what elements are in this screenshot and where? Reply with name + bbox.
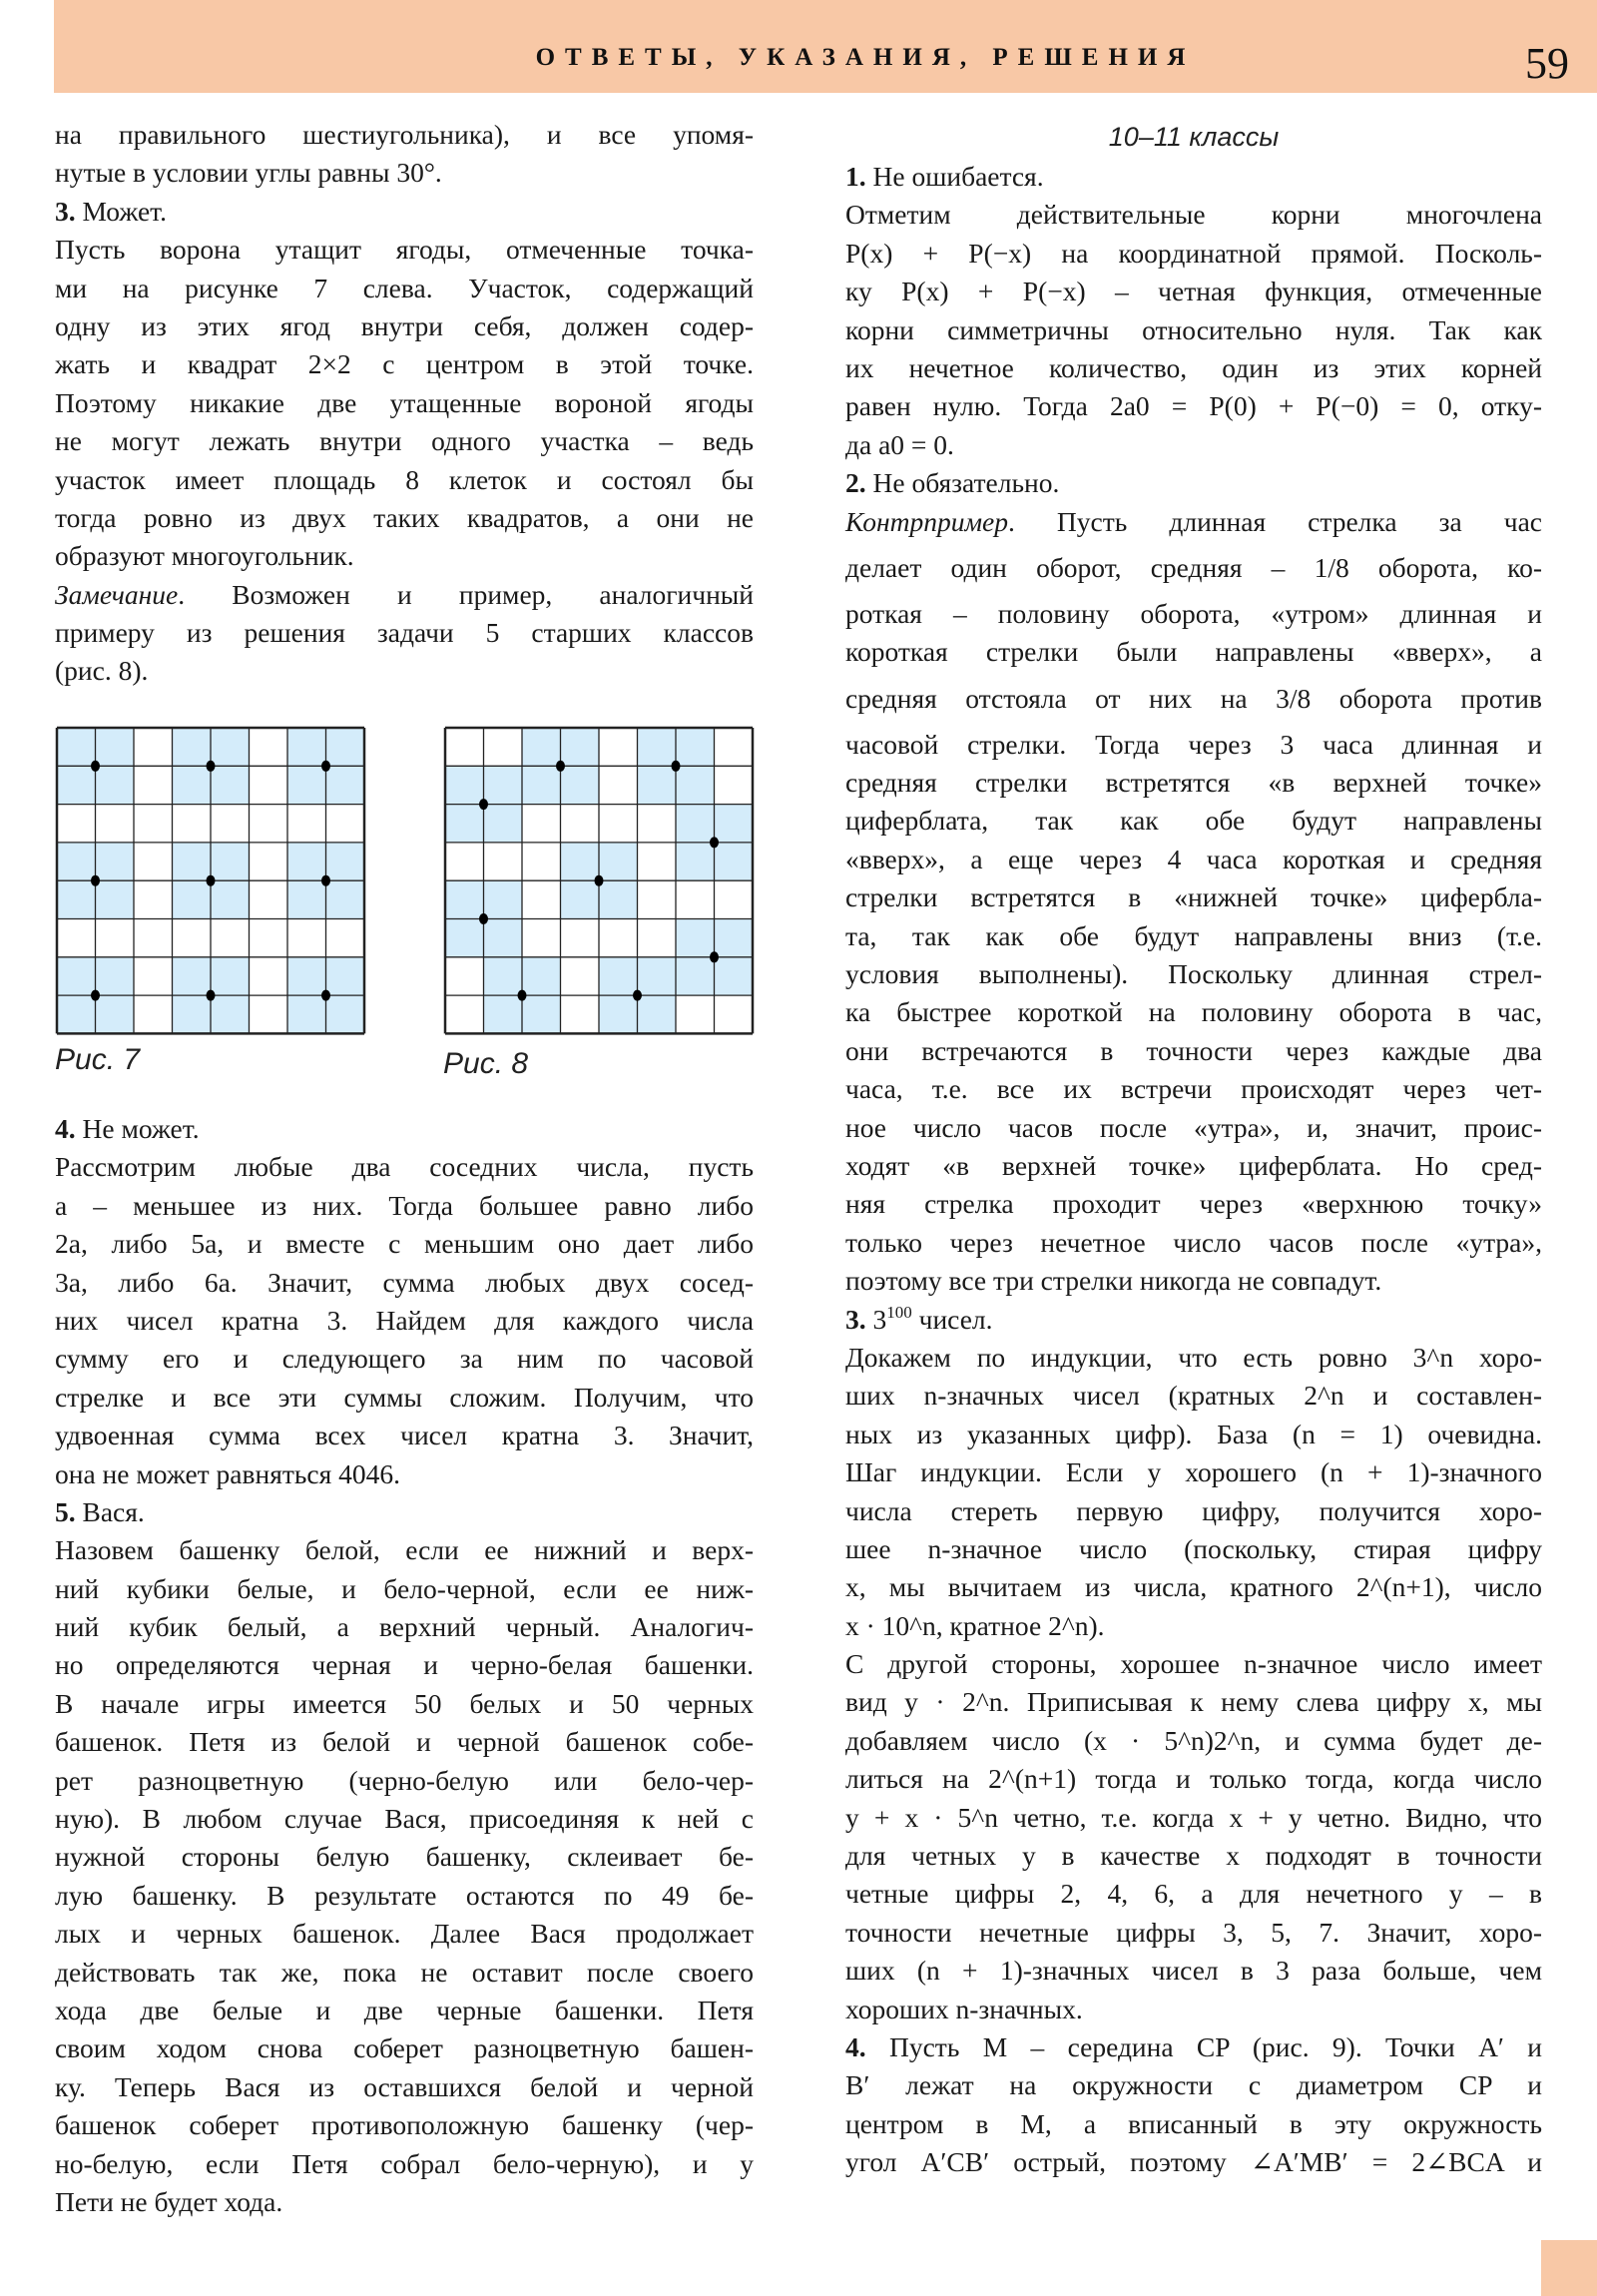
text-line: a – меньшее из них. Тогда большее равно либо bbox=[55, 1189, 754, 1221]
text-line: ми на рисунке 7 слева. Участок, содержащий bbox=[55, 272, 754, 303]
problem-number: 4. bbox=[55, 1113, 76, 1144]
berry-dot-icon bbox=[91, 990, 100, 1001]
text-line: делает один оборот, средняя – 1/8 оборота, ко- bbox=[845, 551, 1542, 583]
text-line: для четных y в качестве x подходят в точности bbox=[845, 1840, 1542, 1872]
text-line: четные цифры 2, 4, 6, а для нечетного y – в bbox=[845, 1878, 1542, 1910]
page-number: 59 bbox=[1525, 39, 1569, 88]
problem-number: 3. bbox=[845, 1303, 866, 1335]
text-line: ний кубик белый, а верхний черный. Аналогич- bbox=[55, 1611, 754, 1643]
text-line: ходят «в верхней точке» циферблата. Но сред- bbox=[845, 1149, 1542, 1181]
berry-dot-icon bbox=[710, 837, 719, 848]
page-corner-tab bbox=[1541, 2240, 1597, 2296]
right-column bbox=[845, 116, 1542, 2182]
problem-1-heading bbox=[845, 158, 1542, 196]
answer-exponent: 100 bbox=[886, 1302, 912, 1322]
berry-dot-icon bbox=[595, 875, 604, 886]
problem-number: 3. bbox=[55, 195, 76, 227]
text-line: она не может равняться 4046. bbox=[55, 1457, 401, 1489]
text-line: x, мы вычитаем из числа, кратного 2^(n+1), число bbox=[845, 1571, 1542, 1603]
text-line: шее n-значное число (поскольку, стирая цифру bbox=[845, 1532, 1542, 1564]
remark-line: Замечание. Возможен и пример, аналогичный bbox=[55, 578, 754, 610]
problem-answer: Вася. bbox=[82, 1495, 145, 1527]
text-line: одну из этих ягод внутри себя, должен содер- bbox=[55, 309, 754, 341]
text-line: хода две белые и две черные башенки. Петя bbox=[55, 1994, 754, 2025]
text-line: С другой стороны, хорошее n-значное число имеет bbox=[845, 1648, 1542, 1680]
text-line: нутые в условии углы равны 30°. bbox=[55, 157, 442, 189]
text-line: центром в M, а вписанный в эту окружность bbox=[845, 2107, 1542, 2139]
text-line: тогда ровно из двух таких квадратов, а они не bbox=[55, 501, 754, 533]
text-line: действовать так же, пока не оставит после своего bbox=[55, 1956, 754, 1988]
text-line: их нечетное количество, один из этих корней bbox=[845, 351, 1542, 383]
berry-dot-icon bbox=[479, 799, 488, 810]
text-line: литься на 2^(n+1) тогда и только тогда, когда число bbox=[845, 1763, 1542, 1795]
text-line: ную). В любом случае Вася, присоединяя к ней с bbox=[55, 1803, 754, 1835]
text-line: хороших n-значных. bbox=[845, 1993, 1083, 2024]
text-line: удвоенная сумма всех чисел кратна 3. Значит, bbox=[55, 1420, 754, 1451]
text-line: роткая – половину оборота, «утром» длинная и bbox=[845, 597, 1542, 629]
berry-dot-icon bbox=[321, 875, 330, 886]
text-line: примеру из решения задачи 5 старших классов bbox=[55, 617, 754, 649]
berry-dot-icon bbox=[518, 990, 527, 1001]
figure-7 bbox=[55, 726, 366, 1035]
berry-dot-icon bbox=[556, 761, 565, 772]
berry-dot-icon bbox=[321, 761, 330, 772]
text-line: но-белую, если Петя собрал бело-черную), и у bbox=[55, 2147, 754, 2179]
text-line: Пети не будет хода. bbox=[55, 2185, 283, 2217]
text-line: 3a, либо 6a. Значит, сумма любых двух сосед- bbox=[55, 1266, 754, 1298]
text-line: средняя стрелки встретятся «в верхней точке» bbox=[845, 767, 1542, 799]
problem-answer: Может. bbox=[82, 195, 168, 227]
problem-4-line: 4. Пусть M – середина CP (рис. 9). Точки A′ и bbox=[845, 2030, 1543, 2062]
text-line: на правильного шестиугольника), и все упомя- bbox=[55, 119, 754, 150]
figure-7-caption: Рис. 7 bbox=[55, 1043, 141, 1076]
figure-8 bbox=[443, 726, 755, 1035]
berry-dot-icon bbox=[91, 875, 100, 886]
text-line: средняя отстояла от них на 3/8 оборота против bbox=[845, 682, 1542, 714]
counterexample-line: Контрпример. Пусть длинная стрелка за час bbox=[845, 505, 1542, 537]
text-line: сумму его и следующего за ним по часовой bbox=[55, 1343, 754, 1375]
left-column bbox=[55, 116, 754, 691]
text-line: вид y · 2^n. Приписывая к нему слева цифру x, мы bbox=[845, 1686, 1542, 1718]
text-line: числа стереть первую цифру, получится хоро- bbox=[845, 1494, 1542, 1526]
problem-2-heading bbox=[845, 464, 1542, 502]
text-line: да a0 = 0. bbox=[845, 428, 954, 460]
text-line: ших (n + 1)-значных чисел в 3 раза больше, чем bbox=[845, 1955, 1542, 1987]
text-line: x · 10^n, кратное 2^n). bbox=[845, 1609, 1105, 1641]
text-line: y + x · 5^n четно, т.е. когда x + y четно. Видно, что bbox=[845, 1801, 1542, 1833]
problem-number: 4. bbox=[845, 2030, 866, 2062]
text-line: Докажем по индукции, что есть ровно 3^n хоро- bbox=[845, 1341, 1542, 1373]
berry-dot-icon bbox=[91, 761, 100, 772]
berry-dot-icon bbox=[207, 761, 216, 772]
problem-number: 5. bbox=[55, 1495, 76, 1527]
text-line: угол A′CB′ острый, поэтому ∠A′MB′ = 2∠BCA и bbox=[845, 2146, 1542, 2178]
text-line: «вверх», а еще через 4 часа короткая и средняя bbox=[845, 843, 1542, 874]
text-line: B′ лежат на окружности с диаметром CP и bbox=[845, 2069, 1542, 2101]
text-line: Назовем башенку белой, если ее нижний и верх- bbox=[55, 1534, 754, 1566]
text-line: не могут лежать внутри одного участка – ведь bbox=[55, 425, 754, 457]
answer-base: 3 bbox=[872, 1303, 887, 1335]
text-line: жать и квадрат 2×2 с центром в этой точке. bbox=[55, 348, 754, 380]
header-title: ОТВЕТЫ, УКАЗАНИЯ, РЕШЕНИЯ bbox=[535, 44, 1196, 71]
figure-8-caption: Рис. 8 bbox=[443, 1047, 529, 1080]
text-line: лых и черных башенок. Далее Вася продолжает bbox=[55, 1918, 754, 1950]
text-line: башенок соберет противоположную башенку (чер- bbox=[55, 2109, 754, 2141]
text-line: условия выполнены). Поскольку длинная стрел- bbox=[845, 958, 1542, 990]
problem-number: 1. bbox=[845, 161, 866, 192]
figures-area bbox=[55, 726, 774, 1095]
text-line: Отметим действительные корни многочлена bbox=[845, 199, 1542, 231]
text-line: они встречаются в точности через каждые два bbox=[845, 1034, 1542, 1066]
text-line: (рис. 8). bbox=[55, 655, 149, 687]
text-line: 2a, либо 5a, и вместе с меньшим оно дает либо bbox=[55, 1228, 754, 1260]
remark-label: Замечание bbox=[55, 578, 179, 610]
problem-5-heading bbox=[55, 1493, 754, 1531]
text-line: рет разноцветную (черно-белую или бело-чер- bbox=[55, 1764, 754, 1796]
text-line: точности нечетные цифры 3, 5, 7. Значит, хоро- bbox=[845, 1916, 1542, 1948]
text-line: ных из указанных цифр). База (n = 1) очевидна. bbox=[845, 1418, 1542, 1449]
text-line: только через нечетное число часов после «утра», bbox=[845, 1226, 1542, 1258]
text-line: P(x) + P(−x) на координатной прямой. Посколь- bbox=[845, 237, 1542, 269]
grid-figure-7 bbox=[55, 726, 366, 1035]
page-header bbox=[54, 0, 1597, 93]
answer-suffix: чисел. bbox=[918, 1303, 993, 1335]
text-line: добавляем число (x · 5^n)2^n, и сумма будет де- bbox=[845, 1724, 1542, 1756]
berry-dot-icon bbox=[207, 875, 216, 886]
text-line: башенок. Петя из белой и черной башенок собе- bbox=[55, 1726, 754, 1758]
text-line: стрелке и все эти суммы сложим. Получим, что bbox=[55, 1381, 754, 1413]
text-line: ка быстрее короткой на половину оборота в час, bbox=[845, 996, 1542, 1028]
left-column-lower bbox=[55, 1110, 754, 2221]
problem-answer: Не обязательно. bbox=[872, 467, 1060, 499]
berry-dot-icon bbox=[321, 990, 330, 1001]
text-line: ших n-значных чисел (кратных 2^n и составлен- bbox=[845, 1380, 1542, 1412]
text-line: короткая стрелки были направлены «вверх», а bbox=[845, 636, 1542, 668]
berry-dot-icon bbox=[710, 951, 719, 962]
problem-4-heading bbox=[55, 1110, 754, 1148]
text-line: участок имеет площадь 8 клеток и состоял бы bbox=[55, 463, 754, 495]
text-line: ное число часов после «утра», и, значит, проис- bbox=[845, 1111, 1542, 1143]
berry-dot-icon bbox=[207, 990, 216, 1001]
text-line: та, так как обе будут направлены вниз (т.е. bbox=[845, 919, 1542, 951]
text-line: своим ходом снова соберет разноцветную башен- bbox=[55, 2032, 754, 2064]
text-line: стрелки встретятся в «нижней точке» цифербла- bbox=[845, 881, 1542, 913]
berry-dot-icon bbox=[479, 913, 488, 924]
text-line: но определяются черная и черно-белая башенки. bbox=[55, 1649, 754, 1681]
text-line: лую башенку. В результате остаются по 49 бе- bbox=[55, 1879, 754, 1911]
berry-dot-icon bbox=[633, 990, 642, 1001]
text-line: равен нулю. Тогда 2a0 = P(0) + P(−0) = 0, отку- bbox=[845, 390, 1542, 422]
text-line: Рассмотрим любые два соседних числа, пусть bbox=[55, 1151, 754, 1183]
grid-figure-8 bbox=[443, 726, 755, 1035]
problem-3-heading bbox=[55, 193, 754, 231]
text-line: корни симметричны относительно нуля. Так как bbox=[845, 313, 1542, 345]
text-line: В начале игры имеется 50 белых и 50 черных bbox=[55, 1687, 754, 1719]
text-line: Шаг индукции. Если у хорошего (n + 1)-значного bbox=[845, 1456, 1542, 1488]
text-line: образуют многоугольник. bbox=[55, 540, 354, 572]
text-line: ку P(x) + P(−x) – четная функция, отмеченные bbox=[845, 276, 1542, 307]
text-line: ний кубики белые, и бело-черной, если ее ниж- bbox=[55, 1572, 754, 1604]
counterexample-label: Контрпример bbox=[845, 505, 1008, 537]
text-line: ку. Теперь Вася из оставшихся белой и черной bbox=[55, 2070, 754, 2102]
problem-number: 2. bbox=[845, 467, 866, 499]
text-line: часа, т.е. все их встречи происходят через чет- bbox=[845, 1073, 1542, 1105]
text-line: циферблата, так как обе будут направлены bbox=[845, 805, 1542, 837]
text-line: часовой стрелки. Тогда через 3 часа длинная и bbox=[845, 728, 1542, 760]
text-line: Поэтому никакие две утащенные вороной ягоды bbox=[55, 386, 754, 418]
text-line: няя стрелка проходит через «верхнюю точку» bbox=[845, 1188, 1542, 1220]
section-title: 10–11 классы bbox=[1108, 122, 1280, 152]
text-line: нужной стороны белую башенку, склеивает бе- bbox=[55, 1841, 754, 1873]
problem-answer: Не может. bbox=[82, 1113, 200, 1144]
berry-dot-icon bbox=[672, 761, 681, 772]
text-line: них чисел кратна 3. Найдем для каждого числа bbox=[55, 1304, 754, 1336]
text-line: Пусть ворона утащит ягоды, отмеченные точка- bbox=[55, 234, 754, 266]
problem-3-heading bbox=[845, 1301, 1542, 1339]
text-line: поэтому все три стрелки никогда не совпадут. bbox=[845, 1265, 1382, 1297]
problem-answer: Не ошибается. bbox=[872, 161, 1044, 192]
